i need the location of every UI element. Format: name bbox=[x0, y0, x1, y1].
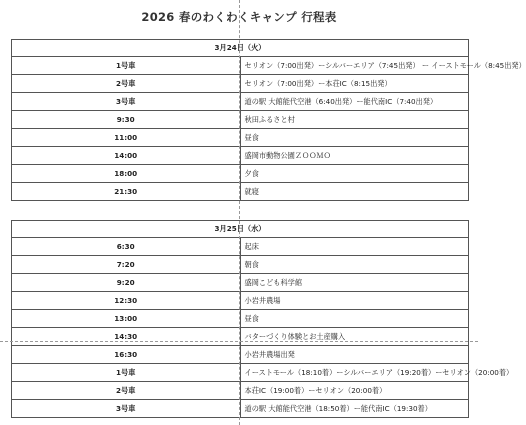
table-row bbox=[12, 129, 469, 147]
activity-cell: 秋田ふるさと村 bbox=[240, 111, 469, 129]
page-title: 2026 春のわくわくキャンプ 行程表 bbox=[141, 10, 337, 24]
activity-cell: 昼食 bbox=[240, 129, 469, 147]
table-row bbox=[12, 274, 469, 292]
time-cell: 11:00 bbox=[12, 129, 241, 147]
activity-cell: 起床 bbox=[240, 238, 469, 256]
time-cell: 1号車 bbox=[12, 364, 241, 382]
time-cell: 6:30 bbox=[12, 238, 241, 256]
activity-cell: 就寝 bbox=[240, 183, 469, 201]
time-cell: 9:30 bbox=[12, 111, 241, 129]
time-cell: 21:30 bbox=[12, 183, 241, 201]
activity-cell: 夕食 bbox=[240, 165, 469, 183]
activity-cell: 小岩井農場 bbox=[240, 292, 469, 310]
table-row bbox=[12, 111, 469, 129]
table-row bbox=[12, 238, 469, 256]
activity-cell: 道の駅 大館能代空港（6:40出発）ー能代南IC（7:40出発） bbox=[240, 93, 469, 111]
table-row bbox=[12, 364, 469, 382]
activity-cell: 小岩井農場出発 bbox=[240, 346, 469, 364]
schedule-table-day1 bbox=[11, 39, 526, 201]
activity-cell: 盛岡こども科学館 bbox=[240, 274, 469, 292]
activity-cell: セリオン（7:00出発）ーシルバーエリア（7:45出発） ー イーストモール（8:45出発） bbox=[240, 57, 469, 75]
time-cell: 9:20 bbox=[12, 274, 241, 292]
activity-cell: 道の駅 大館能代空港（18:50着）ー能代南IC（19:30着） bbox=[240, 400, 469, 418]
time-cell: 2号車 bbox=[12, 75, 241, 93]
activity-cell: 本荘IC（19:00着）ーセリオン（20:00着） bbox=[240, 382, 469, 400]
activity-cell: セリオン（7:00出発）ー本荘IC（8:15出発） bbox=[240, 75, 469, 93]
table-row bbox=[12, 310, 469, 328]
time-cell: 2号車 bbox=[12, 382, 241, 400]
table-row bbox=[12, 328, 469, 346]
time-cell: 16:30 bbox=[12, 346, 241, 364]
table-row bbox=[12, 57, 469, 75]
table-row bbox=[12, 183, 469, 201]
time-cell: 7:20 bbox=[12, 256, 241, 274]
activity-cell: 盛岡市動物公園ＺＯＯＭＯ bbox=[240, 147, 469, 165]
table-row bbox=[12, 147, 469, 165]
time-cell: 14:00 bbox=[12, 147, 241, 165]
activity-cell: 朝食 bbox=[240, 256, 469, 274]
day-date-header: 3月24日（火） bbox=[12, 40, 469, 57]
activity-cell: 昼食 bbox=[240, 310, 469, 328]
table-header-row bbox=[12, 40, 469, 57]
table-row bbox=[12, 165, 469, 183]
time-cell: 12:30 bbox=[12, 292, 241, 310]
time-cell: 14:30 bbox=[12, 328, 241, 346]
day-date-header: 3月25日（水） bbox=[12, 221, 469, 238]
time-cell: 3号車 bbox=[12, 93, 241, 111]
time-cell: 13:00 bbox=[12, 310, 241, 328]
time-cell: 1号車 bbox=[12, 57, 241, 75]
time-cell: 3号車 bbox=[12, 400, 241, 418]
table-row bbox=[12, 346, 469, 364]
table-row bbox=[12, 400, 469, 418]
table-row bbox=[12, 93, 469, 111]
table-row bbox=[12, 292, 469, 310]
schedule-table-day2 bbox=[11, 220, 514, 418]
time-cell: 18:00 bbox=[12, 165, 241, 183]
table-header-row bbox=[12, 221, 469, 238]
table-row bbox=[12, 75, 469, 93]
table-row bbox=[12, 256, 469, 274]
table-row bbox=[12, 382, 469, 400]
activity-cell: イーストモール（18:10着）ーシルバーエリア（19:20着）ーセリオン（20:00着） bbox=[240, 364, 469, 382]
activity-cell: バターづくり体験とお土産購入 bbox=[240, 328, 469, 346]
